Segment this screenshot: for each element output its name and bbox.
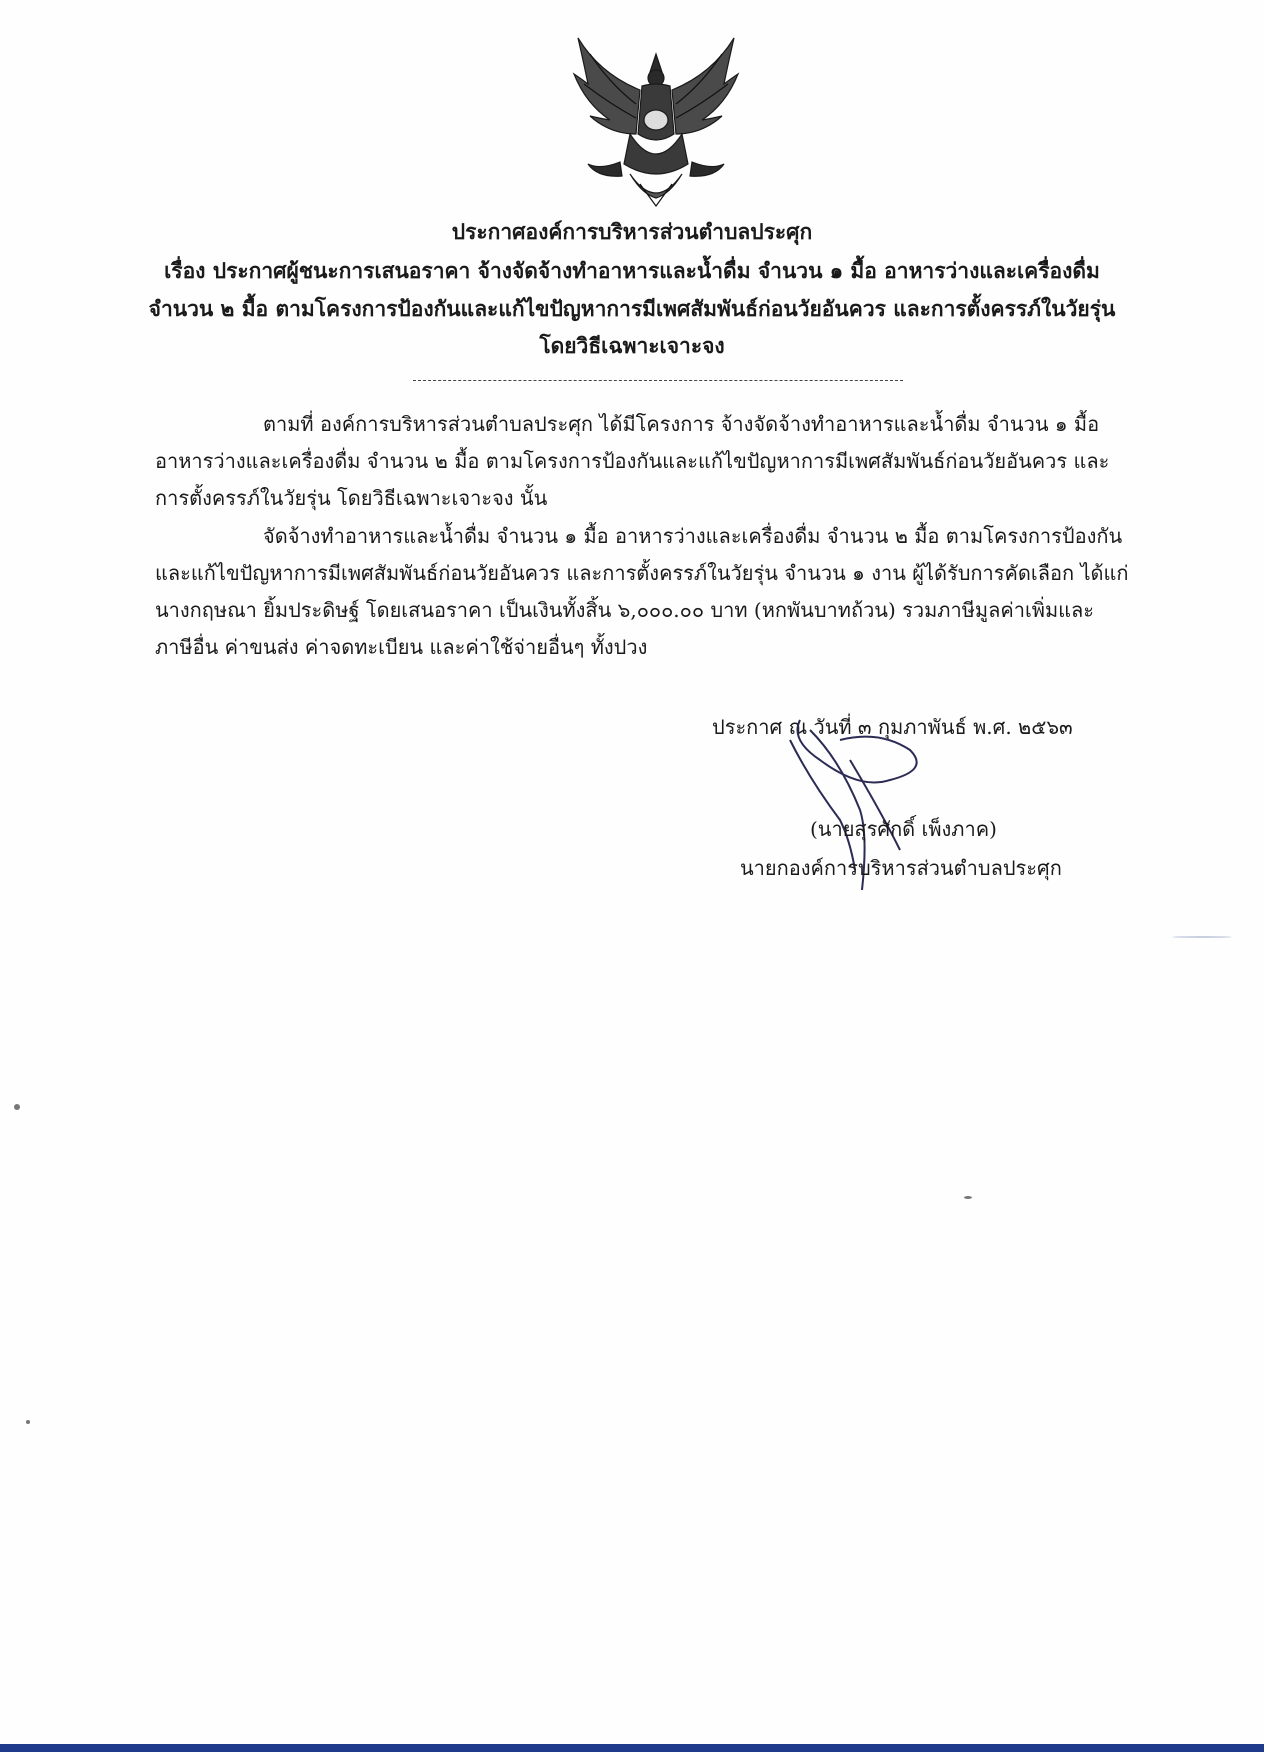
paragraph-2-line-1: จัดจ้างทำอาหารและน้ำดื่ม จำนวน ๑ มื้อ อาหารว่างและเครื่องดื่ม จำนวน ๒ มื้อ ตามโครงการป้องกัน (263, 524, 1123, 548)
garuda-emblem-icon (570, 34, 742, 214)
header-divider (413, 380, 903, 381)
paragraph-1-line-1: ตามที่ องค์การบริหารส่วนตำบลประศุก ได้มีโครงการ จ้างจัดจ้างทำอาหารและน้ำดื่ม จำนวน ๑ มื้อ (263, 412, 1100, 436)
paragraph-2-line-4: ภาษีอื่น ค่าขนส่ง ค่าจดทะเบียน และค่าใช้จ่ายอื่นๆ ทั้งปวง (155, 635, 648, 659)
announce-date: ประกาศ ณ วันที่ ๓ กุมภาพันธ์ พ.ศ. ๒๕๖๓ (712, 715, 1073, 739)
paragraph-2-line-3: นางกฤษณา ยิ้มประดิษฐ์ โดยเสนอราคา เป็นเงินทั้งสิ้น ๖,๐๐๐.๐๐ บาท (หกพันบาทถ้วน) รวมภาษีมูลค่าเพิ่มและ (155, 598, 1095, 622)
subject-line-2: จำนวน ๒ มื้อ ตามโครงการป้องกันและแก้ไขปัญหาการมีเพศสัมพันธ์ก่อนวัยอันควร และการตั้งครรภ์ในวัยรุ่น (148, 296, 1116, 321)
announcement-heading: ประกาศองค์การบริหารส่วนตำบลประศุก (451, 219, 813, 244)
paragraph-2-line-2: และแก้ไขปัญหาการมีเพศสัมพันธ์ก่อนวัยอันควร และการตั้งครรภ์ในวัยรุ่น จำนวน ๑ งาน ผู้ได้รับการคัดเลือก ได้แก่ (155, 561, 1129, 585)
scan-speck (14, 1104, 20, 1110)
scan-speck (1172, 936, 1232, 938)
scan-bottom-edge (0, 1744, 1264, 1752)
paragraph-1-line-3: การตั้งครรภ์ในวัยรุ่น โดยวิธีเฉพาะเจาะจง นั้น (155, 486, 548, 510)
subject-line-3: โดยวิธีเฉพาะเจาะจง (539, 333, 725, 358)
signer-name: (นายสุรศักดิ์ เพ็งภาค) (810, 817, 997, 841)
scan-speck (964, 1196, 972, 1199)
signer-title: นายกองค์การบริหารส่วนตำบลประศุก (740, 856, 1062, 880)
subject-line-1: เรื่อง ประกาศผู้ชนะการเสนอราคา จ้างจัดจ้างทำอาหารและน้ำดื่ม จำนวน ๑ มื้อ อาหารว่างและเครื่องดื่ม (164, 258, 1100, 283)
paragraph-1-line-2: อาหารว่างและเครื่องดื่ม จำนวน ๒ มื้อ ตามโครงการป้องกันและแก้ไขปัญหาการมีเพศสัมพันธ์ก่อนวัยอันควร และ (155, 449, 1110, 473)
scan-speck (26, 1420, 30, 1424)
